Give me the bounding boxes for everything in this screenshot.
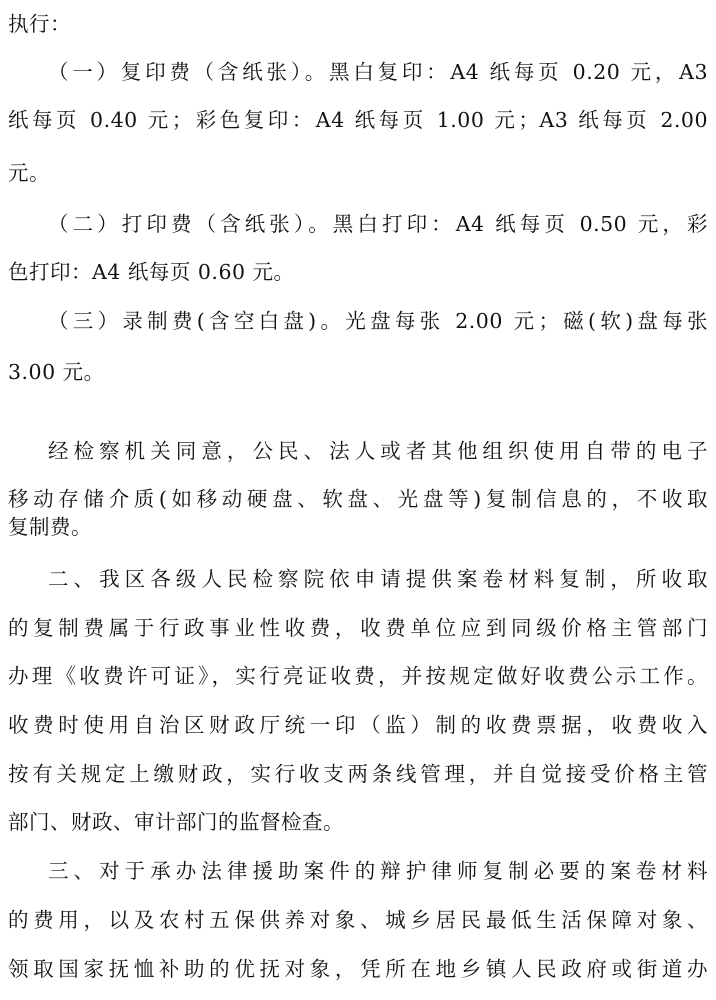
text-line: 元。 [8,161,50,185]
text-line: （二）打印费（含纸张）。黑白打印：A4 纸每页 0.50 元，彩 [48,212,708,236]
text-line: 3.00 元。 [8,360,105,384]
text-line: （三）录制费(含空白盘)。光盘每张 2.00 元；磁(软)盘每张 [48,309,708,333]
text-line: 三、对于承办法律援助案件的辩护律师复制必要的案卷材料 [48,859,708,883]
text-line: 复制费。 [8,515,92,539]
text-line: （一）复印费（含纸张）。黑白复印：A4 纸每页 0.20 元，A3 [48,60,708,84]
text-line: 办理《收费许可证》，实行亮证收费，并按规定做好收费公示工作。 [8,664,708,688]
text-line: 纸每页 0.40 元；彩色复印：A4 纸每页 1.00 元；A3 纸每页 2.00 [8,108,708,132]
text-line: 领取国家抚恤补助的优抚对象，凭所在地乡镇人民政府或街道办 [8,957,708,981]
text-line: 移动存储介质(如移动硬盘、软盘、光盘等)复制信息的，不收取 [8,487,708,511]
text-line: 收费时使用自治区财政厅统一印（监）制的收费票据，收费收入 [8,713,708,737]
text-line: 部门、财政、审计部门的监督检查。 [8,810,344,834]
text-line: 色打印：A4 纸每页 0.60 元。 [8,260,295,284]
text-line: 经检察机关同意，公民、法人或者其他组织使用自带的电子 [48,439,708,463]
text-line: 的复制费属于行政事业性收费，收费单位应到同级价格主管部门 [8,616,708,640]
text-line: 执行： [8,12,71,36]
text-line: 二、我区各级人民检察院依申请提供案卷材料复制，所收取 [48,567,708,591]
text-line: 按有关规定上缴财政，实行收支两条线管理，并自觉接受价格主管 [8,762,708,786]
text-line: 的费用，以及农村五保供养对象、城乡居民最低生活保障对象、 [8,908,708,932]
